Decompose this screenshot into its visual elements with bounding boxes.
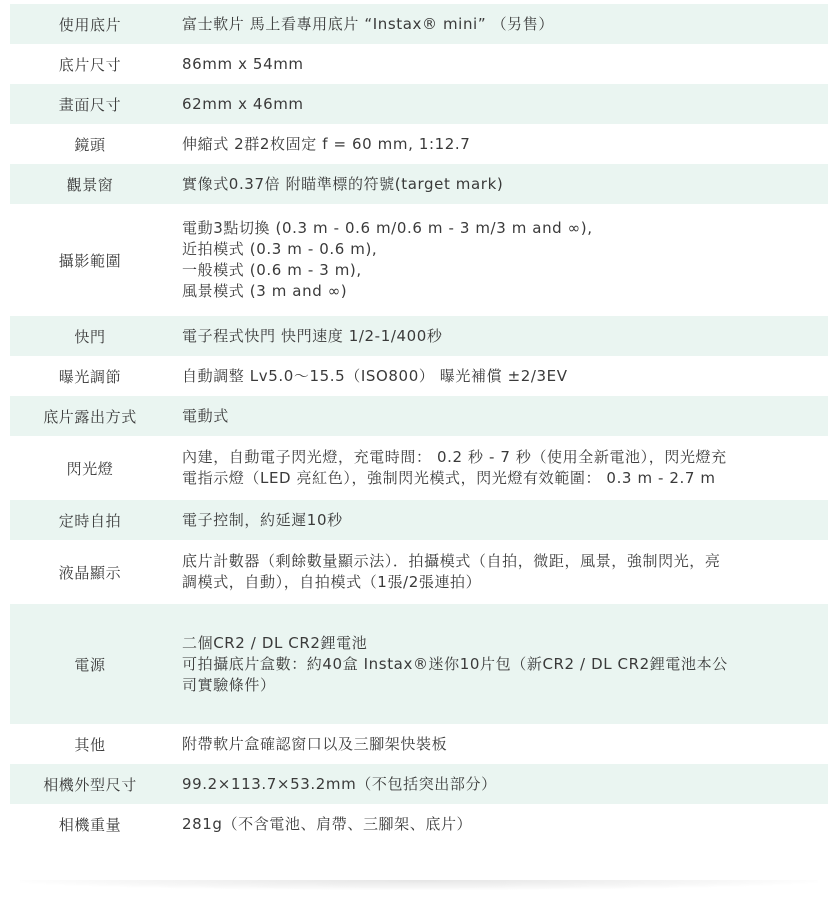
spec-row-flash (10, 436, 828, 500)
spec-row-shutter (10, 316, 828, 356)
spec-label: 觀景窗 (10, 164, 170, 204)
spec-value (170, 604, 828, 724)
spec-value-line: 自動調整 Lv5.0～15.5（ISO800） 曝光補償 ±2/3EV (182, 366, 568, 385)
spec-value-line: 富士軟片 馬上看專用底片 “Instax® mini” （另售） (182, 14, 554, 33)
spec-value (170, 764, 828, 804)
spec-label: 底片尺寸 (58, 55, 122, 74)
spec-label: 攝影範圍 (58, 251, 122, 270)
spec-label: 快門 (10, 316, 170, 356)
spec-value (170, 84, 828, 124)
spec-label: 畫面尺寸 (10, 84, 170, 124)
spec-value (170, 44, 828, 84)
spec-row-film (10, 4, 828, 44)
spec-label: 底片露出方式 (10, 396, 170, 436)
spec-value-line: 電指示燈（LED 亮紅色），強制閃光模式，閃光燈有效範圍： 0.3 m - 2.7 m (182, 469, 716, 487)
spec-value (170, 500, 828, 540)
spec-value-line: 電動式 (182, 406, 229, 425)
spec-value-line: 一般模式 (0.6 m - 3 m), (182, 261, 362, 279)
spec-value-line: 可拍攝底片盒數：約40盒 Instax®迷你10片包（新CR2 / DL CR2鋰電池本公 (182, 654, 728, 673)
spec-table (10, 4, 828, 844)
spec-row-self-timer (10, 500, 828, 540)
spec-value-line: 電子控制，約延遲10秒 (182, 510, 343, 529)
spec-label: 閃光燈 (66, 459, 114, 478)
spec-row-viewfinder (10, 164, 828, 204)
spec-value-line: 281g（不含電池、肩帶、三腳架、底片） (182, 814, 473, 833)
spec-value-line: 調模式，自動），自拍模式（1張/2張連拍） (182, 573, 482, 591)
spec-label: 液晶顯示 (58, 563, 122, 582)
spec-value (170, 540, 828, 604)
spec-label: 定時自拍 (10, 500, 170, 540)
spec-row-image-size (10, 84, 828, 124)
spec-row-lens (10, 124, 828, 164)
spec-label: 相機重量 (58, 815, 122, 834)
spec-value-line: 附帶軟片盒確認窗口以及三腳架快裝板 (182, 734, 448, 753)
spec-value-line: 內建，自動電子閃光燈，充電時間： 0.2 秒 - 7 秒（使用全新電池），閃光燈充 (182, 448, 727, 466)
spec-value-line: 風景模式 (3 m and ∞) (182, 282, 348, 300)
spec-row-exposure (10, 356, 828, 396)
spec-row-power (10, 604, 828, 724)
spec-value (170, 164, 828, 204)
spec-label: 電源 (10, 604, 170, 724)
spec-value-line: 86mm x 54mm (182, 54, 304, 73)
spec-value (170, 724, 828, 764)
spec-value-line: 電子程式快門 快門速度 1/2-1/400秒 (182, 326, 443, 345)
spec-value-line: 62mm x 46mm (182, 94, 304, 113)
spec-value-line: 司實驗條件） (182, 675, 276, 694)
spec-value-line: 實像式0.37倍 附瞄準標的符號(target mark) (182, 174, 504, 193)
spec-row-lcd (10, 540, 828, 604)
spec-label: 相機外型尺寸 (10, 764, 170, 804)
spec-value-line: 99.2×113.7×53.2mm（不包括突出部分） (182, 774, 497, 793)
spec-value-line: 底片計數器（剩餘數量顯示法）．拍攝模式（自拍，微距，風景，強制閃光，亮 (182, 552, 721, 570)
spec-row-dimensions (10, 764, 828, 804)
spec-value-line: 二個CR2 / DL CR2鋰電池 (182, 633, 368, 652)
spec-row-film-size (10, 44, 828, 84)
spec-label: 鏡頭 (74, 135, 106, 154)
spec-table-body (10, 4, 828, 844)
spec-value (170, 804, 828, 844)
spec-row-weight (10, 804, 828, 844)
spec-value-line: 近拍模式 (0.3 m - 0.6 m), (182, 240, 378, 258)
spec-value (170, 124, 828, 164)
spec-label: 其他 (74, 735, 106, 754)
spec-value (170, 4, 828, 44)
spec-value (170, 204, 828, 316)
spec-value-line: 伸縮式 2群2枚固定 f = 60 mm, 1:12.7 (182, 134, 471, 153)
spec-value (170, 356, 828, 396)
spec-row-shooting-range (10, 204, 828, 316)
bottom-shadow (20, 880, 818, 890)
spec-value (170, 316, 828, 356)
spec-value (170, 436, 828, 500)
spec-value-line: 電動3點切換 (0.3 m - 0.6 m/0.6 m - 3 m/3 m and ∞), (182, 219, 593, 237)
spec-label: 使用底片 (10, 4, 170, 44)
spec-row-film-ejection (10, 396, 828, 436)
spec-row-other (10, 724, 828, 764)
spec-label: 曝光調節 (58, 367, 122, 386)
spec-value (170, 396, 828, 436)
